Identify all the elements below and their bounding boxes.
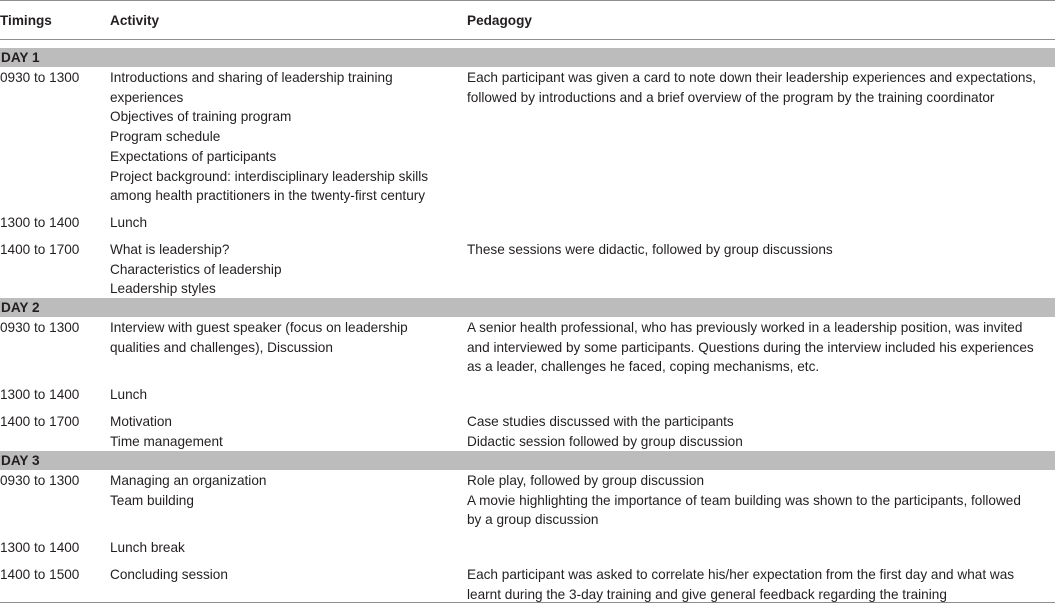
activity-cell bbox=[110, 213, 460, 233]
activity-line: Managing an organization bbox=[110, 473, 267, 488]
activity-cell bbox=[110, 471, 460, 510]
activity-line: Lunch bbox=[110, 387, 148, 402]
activity-cell bbox=[110, 318, 460, 357]
header-pedagogy: Pedagogy bbox=[467, 13, 532, 28]
activity-line: Motivation bbox=[110, 414, 172, 429]
pedagogy-line: Role play, followed by group discussion bbox=[467, 473, 705, 488]
activity-line: Leadership styles bbox=[110, 281, 216, 297]
pedagogy-line: followed by introductions and a brief overview of the program by the training coordinator bbox=[467, 89, 995, 105]
activity-line: Expectations of participants bbox=[110, 148, 277, 164]
pedagogy-line: A senior health professional, who has previously worked in a leadership position, was invited bbox=[467, 320, 1023, 335]
activity-line: Time management bbox=[110, 433, 223, 449]
timing-cell: 1400 to 1500 bbox=[0, 567, 80, 582]
timing-cell: 0930 to 1300 bbox=[0, 70, 80, 85]
timing-cell: 1300 to 1400 bbox=[0, 387, 80, 402]
activity-cell bbox=[110, 412, 460, 451]
activity-cell bbox=[110, 385, 460, 405]
pedagogy-cell bbox=[467, 68, 1055, 107]
activity-line: What is leadership? bbox=[110, 242, 230, 257]
activity-line: Characteristics of leadership bbox=[110, 261, 282, 277]
activity-cell bbox=[110, 240, 460, 299]
pedagogy-line: by a group discussion bbox=[467, 512, 599, 528]
timing-cell: 0930 to 1300 bbox=[0, 473, 80, 488]
pedagogy-line: Each participant was given a card to note down their leadership experiences and expectations, bbox=[467, 70, 1037, 85]
pedagogy-line: learnt during the 3-day training and give general feedback regarding the training bbox=[467, 586, 947, 602]
timing-cell: 1400 to 1700 bbox=[0, 242, 80, 257]
activity-cell bbox=[110, 538, 460, 558]
pedagogy-line: Case studies discussed with the participants bbox=[467, 414, 734, 429]
pedagogy-cell bbox=[467, 412, 1055, 451]
activity-line: Interview with guest speaker (focus on leadership bbox=[110, 320, 408, 335]
pedagogy-line: Didactic session followed by group discussion bbox=[467, 433, 743, 449]
pedagogy-cell bbox=[467, 565, 1055, 604]
pedagogy-line: and interviewed by some participants. Questions during the interview included his experiences bbox=[467, 339, 1034, 355]
timing-cell: 0930 to 1300 bbox=[0, 320, 80, 335]
pedagogy-cell bbox=[467, 471, 1055, 530]
activity-line: Team building bbox=[110, 492, 194, 508]
activity-line: Lunch bbox=[110, 215, 148, 230]
activity-cell bbox=[110, 68, 460, 206]
pedagogy-line: A movie highlighting the importance of team building was shown to the participants, followed bbox=[467, 492, 1021, 508]
activity-line: Lunch break bbox=[110, 540, 185, 555]
activity-line: Project background: interdisciplinary leadership skills bbox=[110, 168, 429, 184]
table-header bbox=[0, 0, 1055, 40]
timing-cell: 1400 to 1700 bbox=[0, 414, 80, 429]
activity-line: Program schedule bbox=[110, 129, 221, 145]
day-header: DAY 3 bbox=[0, 451, 1055, 470]
timing-cell: 1300 to 1400 bbox=[0, 215, 80, 230]
activity-line: experiences bbox=[110, 89, 184, 105]
pedagogy-cell bbox=[467, 240, 1055, 260]
activity-line: Concluding session bbox=[110, 567, 228, 582]
timing-cell: 1300 to 1400 bbox=[0, 540, 80, 555]
day-header: DAY 1 bbox=[0, 48, 1055, 67]
pedagogy-line: Each participant was asked to correlate his/her expectation from the first day and what was bbox=[467, 567, 1015, 582]
activity-line: Introductions and sharing of leadership training bbox=[110, 70, 393, 85]
activity-line: Objectives of training program bbox=[110, 109, 292, 125]
pedagogy-cell bbox=[467, 318, 1055, 377]
day-header: DAY 2 bbox=[0, 298, 1055, 317]
activity-line: qualities and challenges), Discussion bbox=[110, 339, 333, 355]
pedagogy-line: These sessions were didactic, followed by group discussions bbox=[467, 242, 833, 257]
activity-cell bbox=[110, 565, 460, 585]
header-timings: Timings bbox=[0, 13, 52, 28]
header-activity: Activity bbox=[110, 13, 160, 28]
pedagogy-line: as a leader, challenges he faced, coping mechanisms, etc. bbox=[467, 359, 820, 375]
activity-line: among health practitioners in the twenty-first century bbox=[110, 188, 426, 204]
